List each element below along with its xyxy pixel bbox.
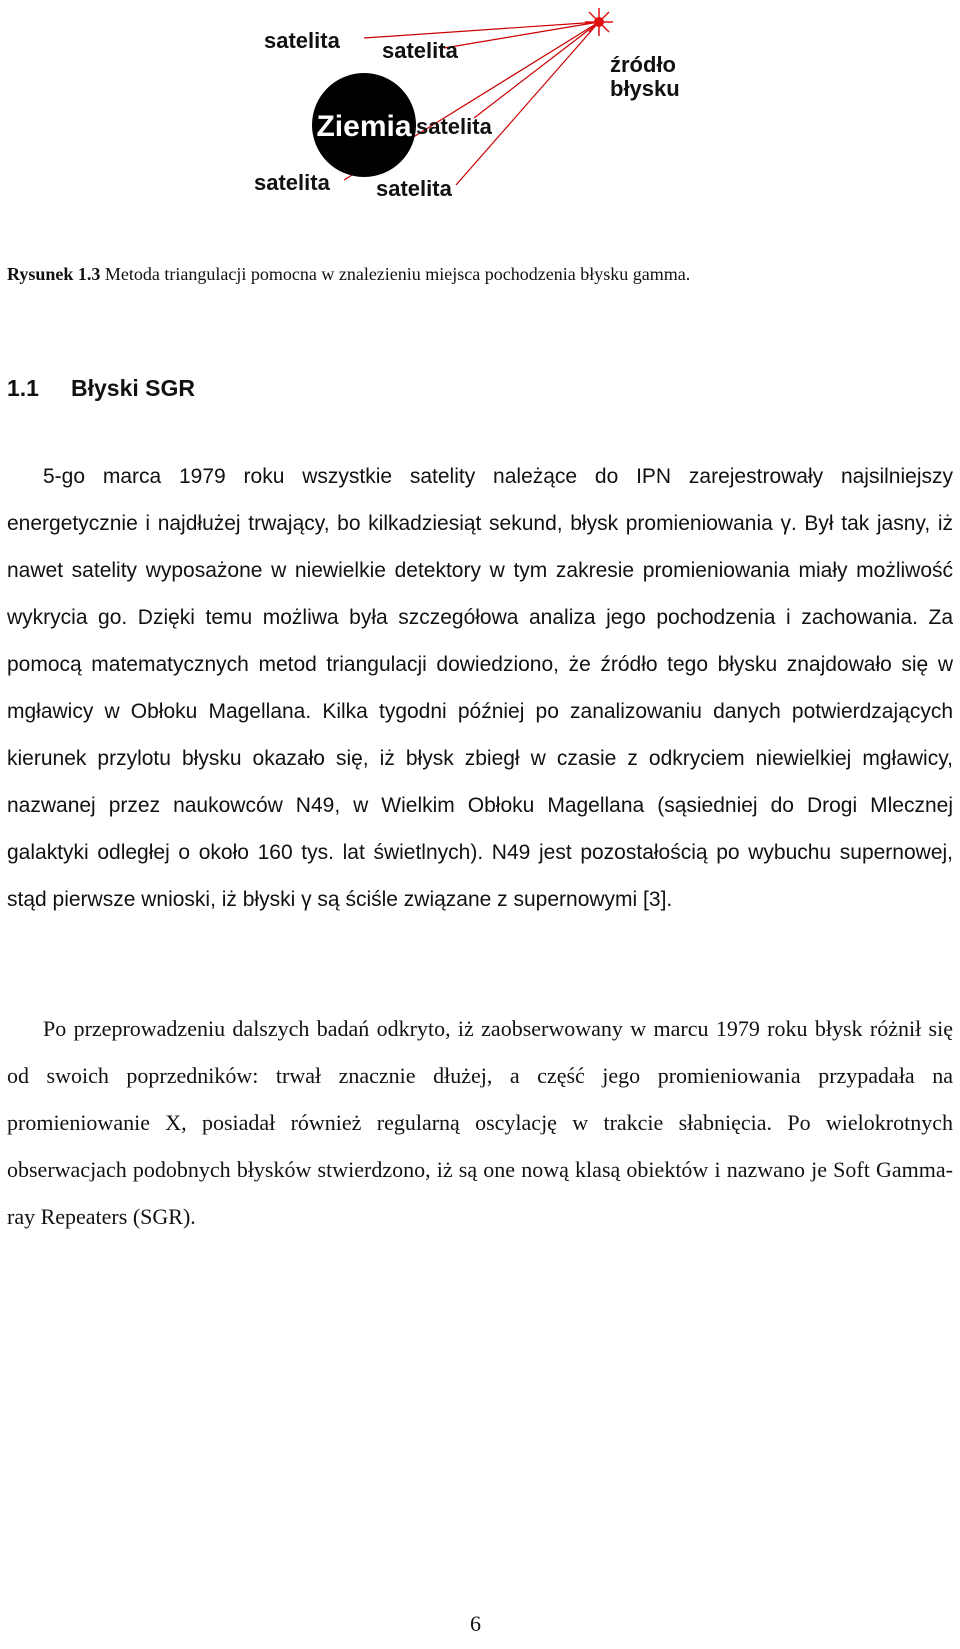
earth-label: Ziemia bbox=[316, 110, 412, 143]
satellite-label: satelita bbox=[382, 38, 458, 63]
source-label: źródło bbox=[610, 52, 676, 77]
page-number: 6 bbox=[470, 1611, 481, 1636]
satellite-label: satelita bbox=[254, 170, 330, 195]
section-heading bbox=[7, 375, 195, 402]
ray-line bbox=[364, 22, 599, 38]
ray-line bbox=[444, 22, 599, 48]
source-label: błysku bbox=[610, 76, 680, 101]
ray-line bbox=[474, 22, 599, 118]
ray-line bbox=[456, 22, 599, 185]
section-title: Błyski SGR bbox=[71, 375, 195, 401]
paragraph: Po przeprowadzeniu dalszych badań odkryto, iż zaobserwowany w marcu 1979 roku błysk różnił się od swoich poprzedników: trwał znacznie dłużej, a część jego promieniowania przypadała na promieniowanie X, posiadał również regularną oscylację w trakcie słabnięcia. Po wielokrotnych obserwacjach podobnych błysków stwierdzono, iż są one nową klasą obiektów i nazwano je Soft Gamma-ray Repeaters (SGR). bbox=[7, 1016, 953, 1229]
section-number: 1.1 bbox=[7, 375, 39, 401]
satellite-label: satelita bbox=[376, 176, 452, 201]
satellite-label: satelita bbox=[264, 28, 340, 53]
caption-label: Rysunek 1.3 bbox=[7, 264, 101, 284]
satellite-label: satelita bbox=[416, 114, 492, 139]
paragraph: 5-go marca 1979 roku wszystkie satelity należące do IPN zarejestrowały najsilniejszy energetycznie i najdłużej trwający, bo kilkadziesiąt sekund, błysk promieniowania γ. Był tak jasny, iż nawet satelity wyposażone w niewielkie detektory w tym zakresie promieniowania miały możliwość wykrycia go. Dzięki temu możliwa była szczegółowa analiza jego pochodzenia i zachowania. Za pomocą matematycznych metod triangulacji dowiedziono, że źródło tego błysku znajdowało się w mgławicy w Obłoku Magellana. Kilka tygodni później po zanalizowaniu danych potwierdzających kierunek przylotu błysku okazało się, iż błysk zbiegł w czasie z odkryciem niewielkiej mgławicy, nazwanej przez naukowców N49, w Wielkim Obłoku Magellana (sąsiedniej do Drogi Mlecznej galaktyki odległej o około 160 tys. lat świetlnych). N49 jest pozostałością po wybuchu supernowej, stąd pierwsze wnioski, iż błyski γ są ściśle związane z supernowymi [3]. bbox=[7, 465, 953, 911]
figure-caption bbox=[7, 262, 947, 286]
caption-text: Metoda triangulacji pomocna w znalezieniu miejsca pochodzenia błysku gamma. bbox=[100, 264, 691, 284]
source-flash-icon bbox=[585, 8, 613, 36]
triangulation-diagram bbox=[244, 0, 744, 232]
triangulation-figure bbox=[244, 0, 744, 232]
